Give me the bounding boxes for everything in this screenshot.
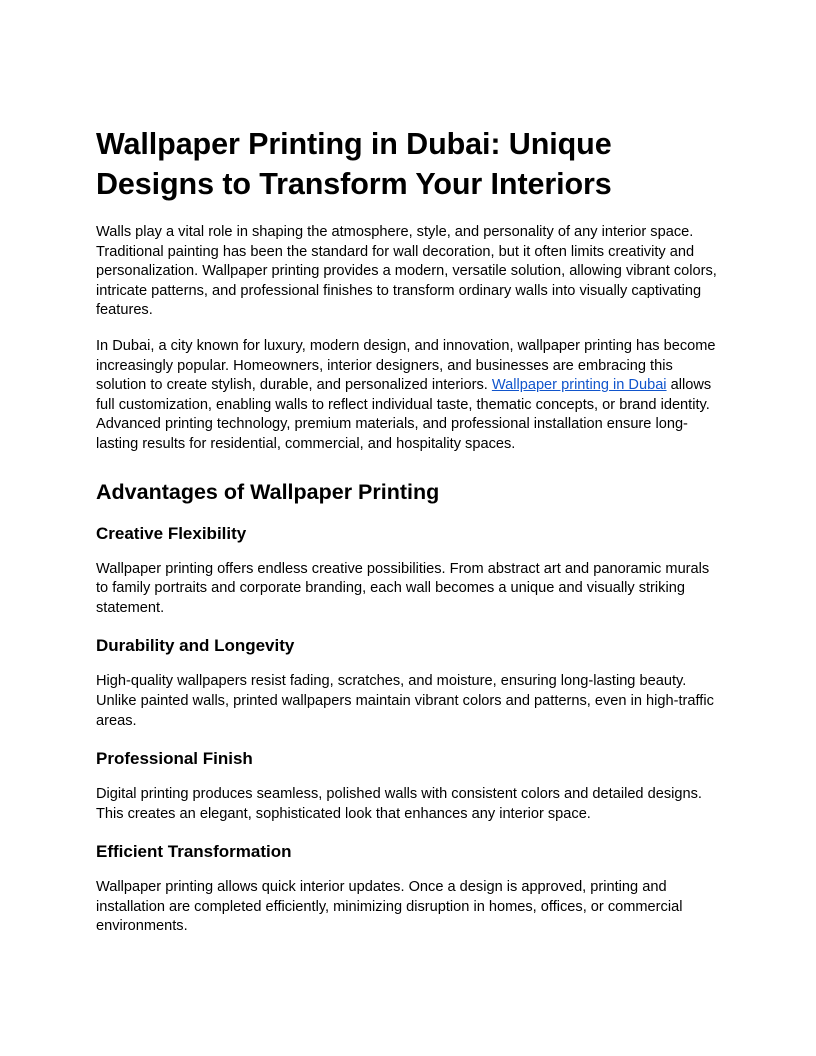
section-heading-professional-finish: Professional Finish — [96, 749, 253, 769]
section-text-durability: High-quality wallpapers resist fading, scratches, and moisture, ensuring long-lasting beauty. Unlike painted walls, printed wallpapers maintain vibrant colors and patterns, even in high-traffic areas. — [96, 673, 714, 729]
advantages-heading: Advantages of Wallpaper Printing — [96, 479, 440, 504]
intro-paragraph-2 — [96, 337, 724, 455]
advantage-section — [96, 748, 724, 824]
section-heading-durability: Durability and Longevity — [96, 636, 295, 656]
section-heading-creative-flexibility: Creative Flexibility — [96, 523, 247, 543]
advantage-section — [96, 635, 724, 731]
intro-paragraph-2-end: allows full customization, enabling walls to reflect individual taste, thematic concepts, or brand identity. Advanced printing technology, premium materials, and professional installation ensure long-lasting results for residential, commercial, and hospitality spaces. — [96, 377, 712, 452]
intro-paragraph-1: Walls play a vital role in shaping the atmosphere, style, and personality of any interior space. Traditional painting has been the standard for wall decoration, but it often limits creativity and personalization. Wallpaper printing provides a modern, versatile solution, allowing vibrant colors, intricate patterns, and professional finishes to transform ordinary walls into visually captivating features. — [96, 224, 717, 319]
advantage-section — [96, 523, 724, 619]
section-text-efficient-transformation: Wallpaper printing allows quick interior updates. Once a design is approved, printing and installation are completed efficiently, minimizing disruption in homes, offices, or commercial environments. — [96, 879, 683, 935]
wallpaper-printing-dubai-link[interactable]: Wallpaper printing in Dubai — [491, 377, 667, 394]
document-page — [96, 124, 724, 954]
section-text-professional-finish: Digital printing produces seamless, polished walls with consistent colors and detailed designs. This creates an elegant, sophisticated look that enhances any interior space. — [96, 786, 702, 822]
page-title: Wallpaper Printing in Dubai: Unique Designs to Transform Your Interiors — [96, 127, 612, 201]
intro-paragraph-2-start: In Dubai, a city known for luxury, modern design, and innovation, wallpaper printing has become increasingly popular. Homeowners, interior designers, and businesses are embracing this solution to create stylish, durable, and personalized interiors. — [96, 337, 716, 394]
section-text-creative-flexibility: Wallpaper printing offers endless creative possibilities. From abstract art and panoramic murals to family portraits and corporate branding, each wall becomes a unique and visually striking statement. — [96, 560, 710, 616]
section-heading-efficient-transformation: Efficient Transformation — [96, 842, 292, 862]
advantage-section — [96, 841, 724, 937]
